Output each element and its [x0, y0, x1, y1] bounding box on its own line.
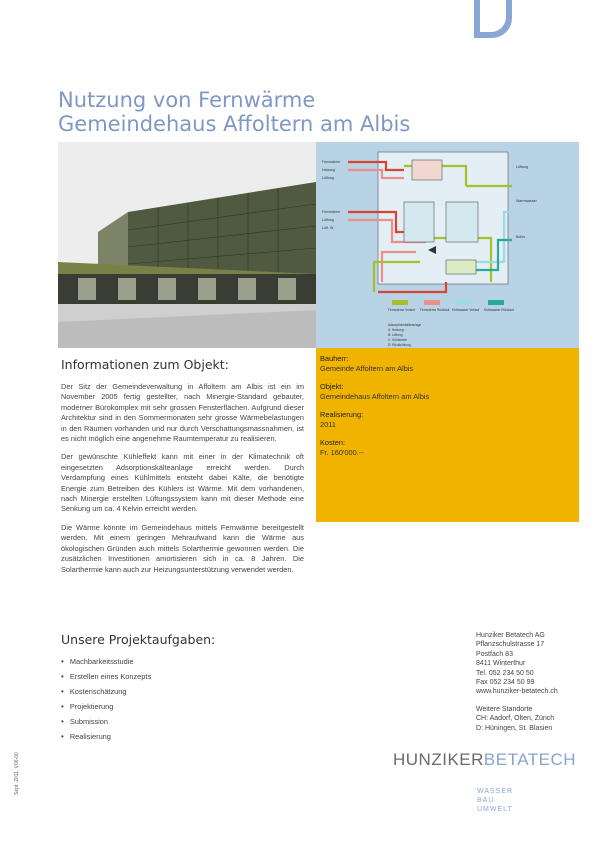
fact-value: Fr. 160'000.--: [320, 448, 364, 457]
info-heading: Informationen zum Objekt:: [61, 357, 229, 372]
legend-label-1: Fernwärme Vorlauf: [388, 308, 415, 312]
diagram-left-label-4: Fernwärme: [322, 210, 341, 214]
info-paragraph-3: Die Wärme könnte im Gemeindehaus mittels Fernwärme bereitgestellt werden. Mit einem geringen Mehraufwand kann die Wärme aus ökologischen Gründen auch mittels Solarthermie gewonnen werden. Die zusätzlichen Investitionen amortisieren sich in ca. 8 Jahren. Die Solarthermie kann auch zur Heizungsunterstützung verwendet werden.: [61, 522, 304, 574]
legend-label-4: Kühlwasser Rücklauf: [484, 308, 514, 312]
tasks-heading: Unsere Projektaufgaben:: [61, 632, 216, 647]
tagline-line: WASSER: [477, 788, 514, 795]
fact-value: Gemeinde Affoltern am Albis: [320, 364, 414, 373]
info-paragraph-1: Der Sitz der Gemeindeverwaltung in Affoltern am Albis ist ein im November 2005 fertig gestellter, nach Minergie-Standard gebauter, moderner Bürokomplex mit sehr grossen Fensterflächen. Aufgrund dieser Architektur sind in den Sommermonaten sehr grosse Wärmebelastungen in den Räumen vorhanden und nur durch Verschattungsmassnahmen, ist es nicht möglich eine angenehme Raumtemperatur zu realisieren.: [61, 382, 304, 444]
company-address: [476, 631, 558, 733]
diagram-right-label-3: Boiler: [516, 235, 526, 239]
diagram-right-label-1: Lüftung: [516, 165, 528, 169]
heating-schematic: [316, 142, 579, 348]
diagram-left-label-5: Lüftung: [322, 218, 334, 222]
legend-swatch-1: [392, 300, 408, 305]
address-line: Weitere Standorte: [476, 705, 533, 713]
tagline-line: UMWELT: [477, 806, 513, 813]
address-line: Tel. 052 234 50 50: [476, 669, 534, 677]
title-line-1: Nutzung von Fernwärme: [58, 88, 316, 112]
company-logo: [393, 750, 576, 770]
list-item: • Erstellen eines Konzepts: [61, 669, 151, 684]
diagram-note-5: D: Rückkühlung: [388, 343, 411, 347]
diagram-left-label-1: Fernwärme: [322, 160, 341, 164]
legend-swatch-4: [488, 300, 504, 305]
website-link[interactable]: www.hunziker-betatech.ch: [476, 688, 558, 696]
building-photo: [58, 142, 316, 348]
fact-realisierung: [320, 410, 429, 430]
diagram-left-label-6: Lüft. W.: [322, 226, 335, 230]
document-version: Sept. 2011, V06-00: [14, 752, 20, 795]
address-line: Fax 052 234 50 99: [476, 679, 535, 687]
list-item: • Kostenschätzung: [61, 684, 151, 699]
diagram-left-label-3: Lüftung: [322, 176, 334, 180]
legend-label-3: Kühlwasser Vorlauf: [452, 308, 480, 312]
page-title: [58, 88, 410, 136]
list-item: • Realisierung: [61, 729, 151, 744]
list-item: • Submission: [61, 714, 151, 729]
list-item: • Projektierung: [61, 699, 151, 714]
diagram-right-label-2: Warmwasser: [516, 199, 537, 203]
address-line: D: Hüningen, St. Blasien: [476, 724, 553, 732]
address-line: Postfach 83: [476, 650, 513, 658]
fact-label: Realisierung:: [320, 410, 364, 419]
title-line-2: Gemeindehaus Affoltern am Albis: [58, 112, 411, 136]
legend-label-2: Fernwärme Rücklauf: [420, 308, 450, 312]
diagram-note-3: B: Lüftung: [388, 333, 403, 337]
facts-list: [320, 354, 429, 466]
tagline-line: BAU: [477, 797, 495, 804]
fact-value: 2011: [320, 420, 336, 429]
fact-value: Gemeindehaus Affoltern am Albis: [320, 392, 430, 401]
logo-part-1: HUNZIKER: [393, 750, 484, 769]
fact-label: Objekt:: [320, 382, 344, 391]
diagram-note-1: Adsorptionskälteanlage: [388, 323, 422, 327]
fact-label: Kosten:: [320, 438, 346, 447]
diagram-note-4: C: Kühldecke: [388, 338, 407, 342]
diagram-left-label-2: Heizung: [322, 168, 336, 172]
legend-swatch-3: [456, 300, 472, 305]
fact-objekt: [320, 382, 429, 402]
address-line: Hunziker Betatech AG: [476, 632, 545, 639]
fact-kosten: [320, 438, 429, 458]
address-line: 8411 Winterthur: [476, 660, 526, 668]
legend-swatch-2: [424, 300, 440, 305]
info-paragraph-2: Der gewünschte Kühleffekt kann mit einer in der Klimatechnik oft eingesetzten Adsorptionskälteanlage erreicht werden. Durch Verdampfung eines Kühlmittels entsteht dabei Kälte, die benötigte Energie zum Betreiben des Kühlers ist Wärme. Mit dem vorhandenen, nach Minergie erstellten Lüftungssystem kann mit dieser Methode eine Senkung um ca. 4 Kelvin erreicht werden.: [61, 452, 304, 514]
address-line: CH: Aadorf, Olten, Zürich: [476, 715, 555, 723]
logo-tagline: [477, 787, 513, 814]
brand-mark-icon: [474, 0, 512, 38]
fact-label: Bauherr:: [320, 354, 349, 363]
address-line: Pflanzschulstrasse 17: [476, 641, 545, 649]
info-body: [61, 382, 304, 583]
diagram-note-2: A: Heizung: [388, 328, 404, 332]
fact-bauherr: [320, 354, 429, 374]
logo-part-2: BETATECH: [483, 750, 577, 769]
list-item: • Machbarkeitsstudie: [61, 654, 151, 669]
tasks-list: [61, 654, 151, 744]
